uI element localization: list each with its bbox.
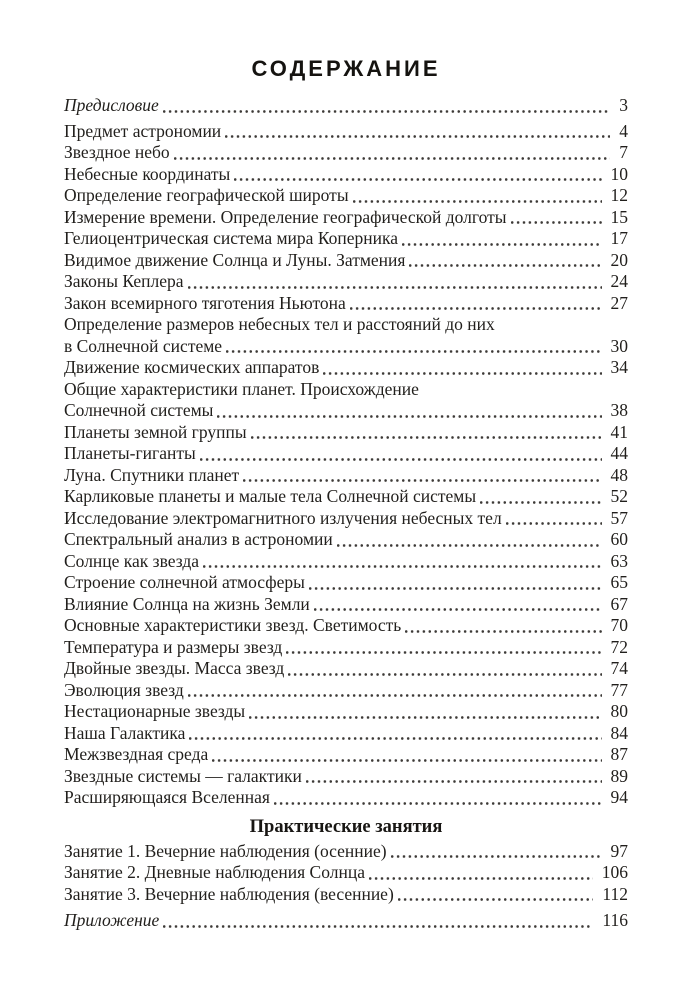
entry-page-number: 94 xyxy=(610,787,628,807)
toc-entry xyxy=(64,862,628,884)
toc-appendix xyxy=(64,910,628,932)
toc-entry-row xyxy=(64,910,628,932)
entry-page-number: 4 xyxy=(619,120,628,141)
entry-page-number: 38 xyxy=(610,400,628,420)
entry-label: Луна. Спутники планет xyxy=(64,464,240,485)
entry-page-number: 27 xyxy=(610,292,628,313)
toc-entry-row xyxy=(64,336,628,358)
entry-label: Определение размеров небесных тел и расстояний до них xyxy=(64,314,495,334)
entry-page-number: 15 xyxy=(610,206,628,227)
toc-entry xyxy=(64,766,628,788)
toc-entry-row xyxy=(64,680,628,702)
toc-entry xyxy=(64,744,628,766)
entry-page-number: 65 xyxy=(610,572,628,592)
dot-leader xyxy=(251,436,602,439)
toc-entry-row xyxy=(64,701,628,723)
dot-leader xyxy=(203,565,601,568)
toc-entry-row xyxy=(64,293,628,315)
entry-label: Небесные координаты xyxy=(64,163,231,184)
entry-label: Эволюция звезд xyxy=(64,679,184,700)
toc-entry xyxy=(64,637,628,659)
toc-entry xyxy=(64,658,628,680)
entry-label: Наша Галактика xyxy=(64,722,186,743)
entry-page-number: 24 xyxy=(610,271,628,291)
toc-entry xyxy=(64,486,628,508)
dot-leader xyxy=(314,608,602,611)
entry-label: Предисловие xyxy=(64,95,159,115)
toc-entry xyxy=(64,529,628,551)
toc-entry-row xyxy=(64,862,628,884)
entry-page-number: 17 xyxy=(610,228,628,248)
toc-entry xyxy=(64,228,628,250)
dot-leader xyxy=(243,479,601,482)
entry-page-number: 80 xyxy=(610,701,628,721)
toc-entry-row xyxy=(64,95,628,117)
dot-leader xyxy=(350,307,602,310)
toc-entry xyxy=(64,121,628,143)
dot-leader xyxy=(288,673,601,676)
toc-entry-row xyxy=(64,228,628,250)
entry-label: Общие характеристики планет. Происхождение xyxy=(64,378,419,399)
toc-entry-row xyxy=(64,422,628,444)
entry-page-number: 12 xyxy=(610,185,628,205)
entry-page-number: 87 xyxy=(610,744,628,764)
entry-label: Влияние Солнца на жизнь Земли xyxy=(64,593,310,614)
dot-leader xyxy=(189,737,601,740)
toc-entry-row xyxy=(64,723,628,745)
toc-entry-row xyxy=(64,400,628,422)
entry-page-number: 52 xyxy=(610,486,628,506)
entry-label: Строение солнечной атмосферы xyxy=(64,572,305,592)
entry-label: Межзвездная среда xyxy=(64,744,209,764)
entry-page-number: 97 xyxy=(610,840,628,861)
toc-entry-row xyxy=(64,744,628,766)
entry-label: Двойные звезды. Масса звезд xyxy=(64,658,285,678)
dot-leader xyxy=(225,135,610,138)
entry-label: Нестационарные звезды xyxy=(64,701,246,721)
entry-page-number: 44 xyxy=(610,443,628,463)
toc-entry xyxy=(64,884,628,906)
entry-page-number: 70 xyxy=(610,615,628,635)
entry-label: Температура и размеры звезд xyxy=(64,636,283,657)
dot-leader xyxy=(188,694,602,697)
dot-leader xyxy=(391,855,602,858)
toc-entry-row xyxy=(64,884,628,906)
dot-leader xyxy=(306,780,602,783)
dot-leader xyxy=(409,264,601,267)
entry-label: Законы Кеплера xyxy=(64,271,184,291)
entry-label: Гелиоцентрическая система мира Коперника xyxy=(64,228,398,248)
dot-leader xyxy=(309,587,602,590)
entry-page-number: 116 xyxy=(602,910,628,930)
entry-page-number: 34 xyxy=(610,357,628,377)
entry-page-number: 30 xyxy=(610,335,628,356)
toc-entry xyxy=(64,142,628,164)
entry-page-number: 41 xyxy=(610,421,628,442)
toc-entry-row xyxy=(64,572,628,594)
toc-entry xyxy=(64,841,628,863)
entry-label: Планеты-гиганты xyxy=(64,443,196,463)
dot-leader xyxy=(274,802,602,805)
dot-leader xyxy=(234,178,601,181)
dot-leader xyxy=(506,522,602,525)
entry-page-number: 67 xyxy=(610,593,628,614)
toc-entry-row xyxy=(64,508,628,530)
toc-entry xyxy=(64,314,628,357)
toc-entry xyxy=(64,250,628,272)
entry-page-number: 57 xyxy=(610,507,628,528)
dot-leader xyxy=(174,157,611,160)
toc-entry-row xyxy=(64,766,628,788)
dot-leader xyxy=(511,221,602,224)
toc-entry xyxy=(64,680,628,702)
dot-leader xyxy=(163,925,593,928)
toc-entry xyxy=(64,551,628,573)
entry-label: Занятие 3. Вечерние наблюдения (весенние) xyxy=(64,883,394,904)
entry-page-number: 3 xyxy=(619,95,628,115)
entry-page-number: 106 xyxy=(601,862,628,882)
dot-leader xyxy=(226,350,601,353)
page-title: СОДЕРЖАНИЕ xyxy=(251,56,441,81)
dot-leader xyxy=(337,544,602,547)
entry-label: Спектральный анализ в астрономии xyxy=(64,529,333,549)
toc-entry-row xyxy=(64,658,628,680)
entry-label: Солнечной системы xyxy=(64,400,214,420)
dot-leader xyxy=(369,877,593,880)
toc-entry xyxy=(64,723,628,745)
toc-entry-row xyxy=(64,529,628,551)
toc-main-list xyxy=(64,95,628,809)
entry-page-number: 84 xyxy=(610,722,628,743)
toc-entry-row xyxy=(64,841,628,863)
entry-label: Исследование электромагнитного излучения небесных тел xyxy=(64,507,502,528)
entry-label: Солнце как звезда xyxy=(64,550,200,571)
toc-entry xyxy=(64,164,628,186)
toc-entry-row xyxy=(64,551,628,573)
dot-leader xyxy=(353,200,602,203)
toc-entry-row xyxy=(64,594,628,616)
toc-entry-row xyxy=(64,250,628,272)
toc-content xyxy=(64,0,628,932)
entry-page-number: 60 xyxy=(610,529,628,549)
toc-entry xyxy=(64,379,628,422)
dot-leader xyxy=(398,898,594,901)
entry-label: Звездные системы — галактики xyxy=(64,765,302,786)
entry-page-number: 72 xyxy=(610,636,628,657)
entry-page-number: 77 xyxy=(610,679,628,700)
toc-entry xyxy=(64,271,628,293)
entry-label: в Солнечной системе xyxy=(64,335,223,356)
entry-label: Измерение времени. Определение географической долготы xyxy=(64,206,507,227)
entry-label: Звездное небо xyxy=(64,142,170,162)
dot-leader xyxy=(212,759,601,762)
entry-page-number: 48 xyxy=(610,464,628,485)
toc-entry-row xyxy=(64,443,628,465)
toc-entry-row xyxy=(64,637,628,659)
dot-leader xyxy=(405,630,601,633)
entry-label: Занятие 2. Дневные наблюдения Солнца xyxy=(64,862,365,882)
dot-leader xyxy=(402,243,602,246)
toc-entry xyxy=(64,615,628,637)
entry-page-number: 112 xyxy=(602,883,628,904)
toc-practical-list xyxy=(64,841,628,906)
entry-page-number: 20 xyxy=(610,249,628,270)
entry-label: Предмет астрономии xyxy=(64,120,222,141)
entry-label: Закон всемирного тяготения Ньютона xyxy=(64,292,346,313)
entry-page-number: 7 xyxy=(619,142,628,162)
entry-label: Карликовые планеты и малые тела Солнечной системы xyxy=(64,486,477,506)
practical-section-heading: Практические занятия xyxy=(249,816,443,837)
entry-label: Расширяющаяся Вселенная xyxy=(64,787,270,807)
entry-page-number: 63 xyxy=(610,550,628,571)
dot-leader xyxy=(249,716,601,719)
toc-entry-row xyxy=(64,185,628,207)
entry-label: Приложение xyxy=(64,910,160,930)
entry-label: Движение космических аппаратов xyxy=(64,357,320,377)
toc-entry xyxy=(64,422,628,444)
entry-page-number: 74 xyxy=(610,658,628,678)
toc-entry-row xyxy=(64,207,628,229)
entry-page-number: 89 xyxy=(610,765,628,786)
entry-page-number: 10 xyxy=(610,163,628,184)
dot-leader xyxy=(323,372,601,375)
entry-label: Основные характеристики звезд. Светимость xyxy=(64,615,402,635)
dot-leader xyxy=(200,458,602,461)
toc-entry xyxy=(64,465,628,487)
toc-entry-row xyxy=(64,164,628,186)
toc-entry-row xyxy=(64,486,628,508)
toc-entry xyxy=(64,508,628,530)
toc-entry-row xyxy=(64,271,628,293)
dot-leader xyxy=(188,286,602,289)
toc-entry-row xyxy=(64,615,628,637)
entry-label: Определение географической широты xyxy=(64,185,349,205)
toc-entry-row xyxy=(64,357,628,379)
toc-entry-row xyxy=(64,787,628,809)
dot-leader xyxy=(217,415,601,418)
toc-entry xyxy=(64,95,628,117)
dot-leader xyxy=(480,501,601,504)
entry-label: Занятие 1. Вечерние наблюдения (осенние) xyxy=(64,840,387,861)
dot-leader xyxy=(286,651,601,654)
toc-entry xyxy=(64,207,628,229)
toc-entry-row xyxy=(64,142,628,164)
entry-label: Видимое движение Солнца и Луны. Затмения xyxy=(64,249,406,270)
toc-entry-row xyxy=(64,465,628,487)
toc-entry xyxy=(64,443,628,465)
toc-entry xyxy=(64,357,628,379)
toc-entry xyxy=(64,910,628,932)
entry-label: Планеты земной группы xyxy=(64,421,247,442)
toc-entry xyxy=(64,185,628,207)
toc-entry-row xyxy=(64,121,628,143)
toc-entry xyxy=(64,572,628,594)
toc-entry xyxy=(64,787,628,809)
toc-entry xyxy=(64,701,628,723)
toc-entry xyxy=(64,293,628,315)
dot-leader xyxy=(163,110,610,113)
toc-entry xyxy=(64,594,628,616)
